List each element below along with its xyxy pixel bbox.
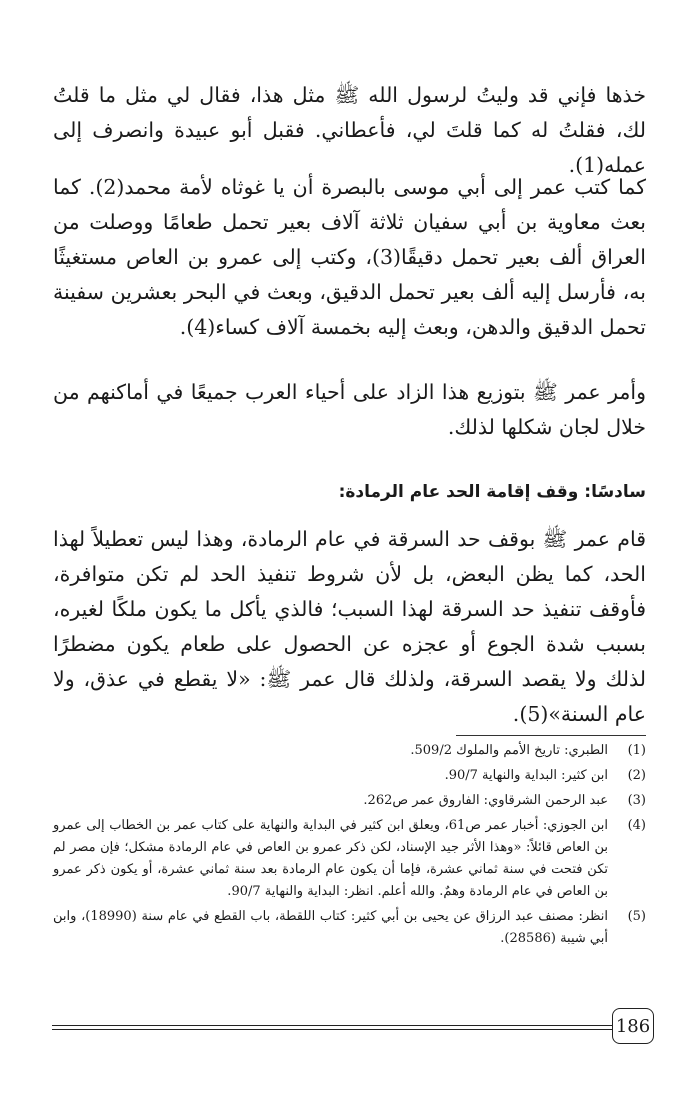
footnote-text: الطبري: تاريخ الأمم والملوك 509/2. xyxy=(410,743,608,758)
paragraph-4 xyxy=(53,522,646,732)
footnote-number: (4) xyxy=(627,818,646,833)
footnote-3 xyxy=(53,790,646,812)
footnote-5 xyxy=(53,906,646,950)
paragraph-1 xyxy=(53,78,646,183)
footnote-text: عبد الرحمن الشرقاوي: الفاروق عمر ص262. xyxy=(363,793,608,808)
footnotes xyxy=(53,740,646,953)
footnote-2 xyxy=(53,765,646,787)
footnote-text: انظر: مصنف عبد الرزاق عن يحيى بن أبي كثير: كتاب اللقطة، باب القطع في عام سنة (18990)، وابن أبي شيبة (28586). xyxy=(53,909,608,946)
footnote-number: (2) xyxy=(627,768,646,783)
footnote-number: (3) xyxy=(627,793,646,808)
footnote-1 xyxy=(53,740,646,762)
paragraph-3-text: وأمر عمر ﷺ بتوزيع هذا الزاد على أحياء العرب جميعًا في أماكنهم من خلال لجان شكلها لذلك. xyxy=(53,380,646,439)
footnote-text: ابن الجوزي: أخبار عمر ص61، ويعلق ابن كثير في البداية والنهاية على كتاب عمر بن الخطاب إلى عمرو بن العاص قائلاً: «وهذا الأثر جيد الإسناد، لكن ذكر عمرو بن العاص في عام الرمادة مشكل؛ فإن مصر لم تكن فتحت في سنة ثماني عشرة، فإما أن يكون عام الرمادة بعد سنة ثماني عشرة، أو يكون ذكر عمرو بن العاص في عام الرمادة وهمٌ. والله أعلم. انظر: البداية والنهاية 90/7. xyxy=(53,818,609,899)
footnote-4 xyxy=(53,815,646,903)
footnote-text: ابن كثير: البداية والنهاية 90/7. xyxy=(444,768,608,783)
section-heading: سادسًا: وقف إقامة الحد عام الرمادة: xyxy=(338,482,646,502)
paragraph-1-text: خذها فإني قد وليتُ لرسول الله ﷺ مثل هذا، فقال لي مثل ما قلتُ لك، فقلتُ له كما قلتَ لي، فأعطاني. فقبل أبو عبيدة وانصرف إلى عمله(1). xyxy=(53,83,646,177)
bottom-rule xyxy=(52,1025,612,1030)
paragraph-4-text: قام عمر ﷺ بوقف حد السرقة في عام الرمادة، وهذا ليس تعطيلاً لهذا الحد، كما يظن البعض، بل لأن شروط تنفيذ الحد لم تكن متوافرة، فأوقف تنفيذ حد السرقة لهذا السبب؛ فالذي يأكل ما يكون ملكًا لغيره، بسبب شدة الجوع أو عجزه عن الحصول على طعام يكون مضطرًا لذلك ولا يقصد السرقة، ولذلك قال عمر ﷺ: «لا يقطع في عذق، ولا عام السنة»(5). xyxy=(53,527,646,726)
paragraph-2 xyxy=(53,170,646,345)
footnote-number: (1) xyxy=(627,743,646,758)
footnote-number: (5) xyxy=(627,909,646,924)
paragraph-3 xyxy=(53,375,646,445)
footnote-divider xyxy=(456,735,646,736)
page-number: 186 xyxy=(612,1008,654,1044)
paragraph-2-text: كما كتب عمر إلى أبي موسى بالبصرة أن يا غوثاه لأمة محمد(2). كما بعث معاوية بن أبي سفيان ثلاثة آلاف بعير تحمل طعامًا ووصلت من العراق ألف بعير تحمل دقيقًا(3)، وكتب إلى عمرو بن العاص مستغيثًا به، فأرسل إليه ألف بعير تحمل الدقيق، وبعث في البحر بعشرين سفينة تحمل الدقيق والدهن، وبعث إليه بخمسة آلاف كساء(4). xyxy=(53,175,647,339)
